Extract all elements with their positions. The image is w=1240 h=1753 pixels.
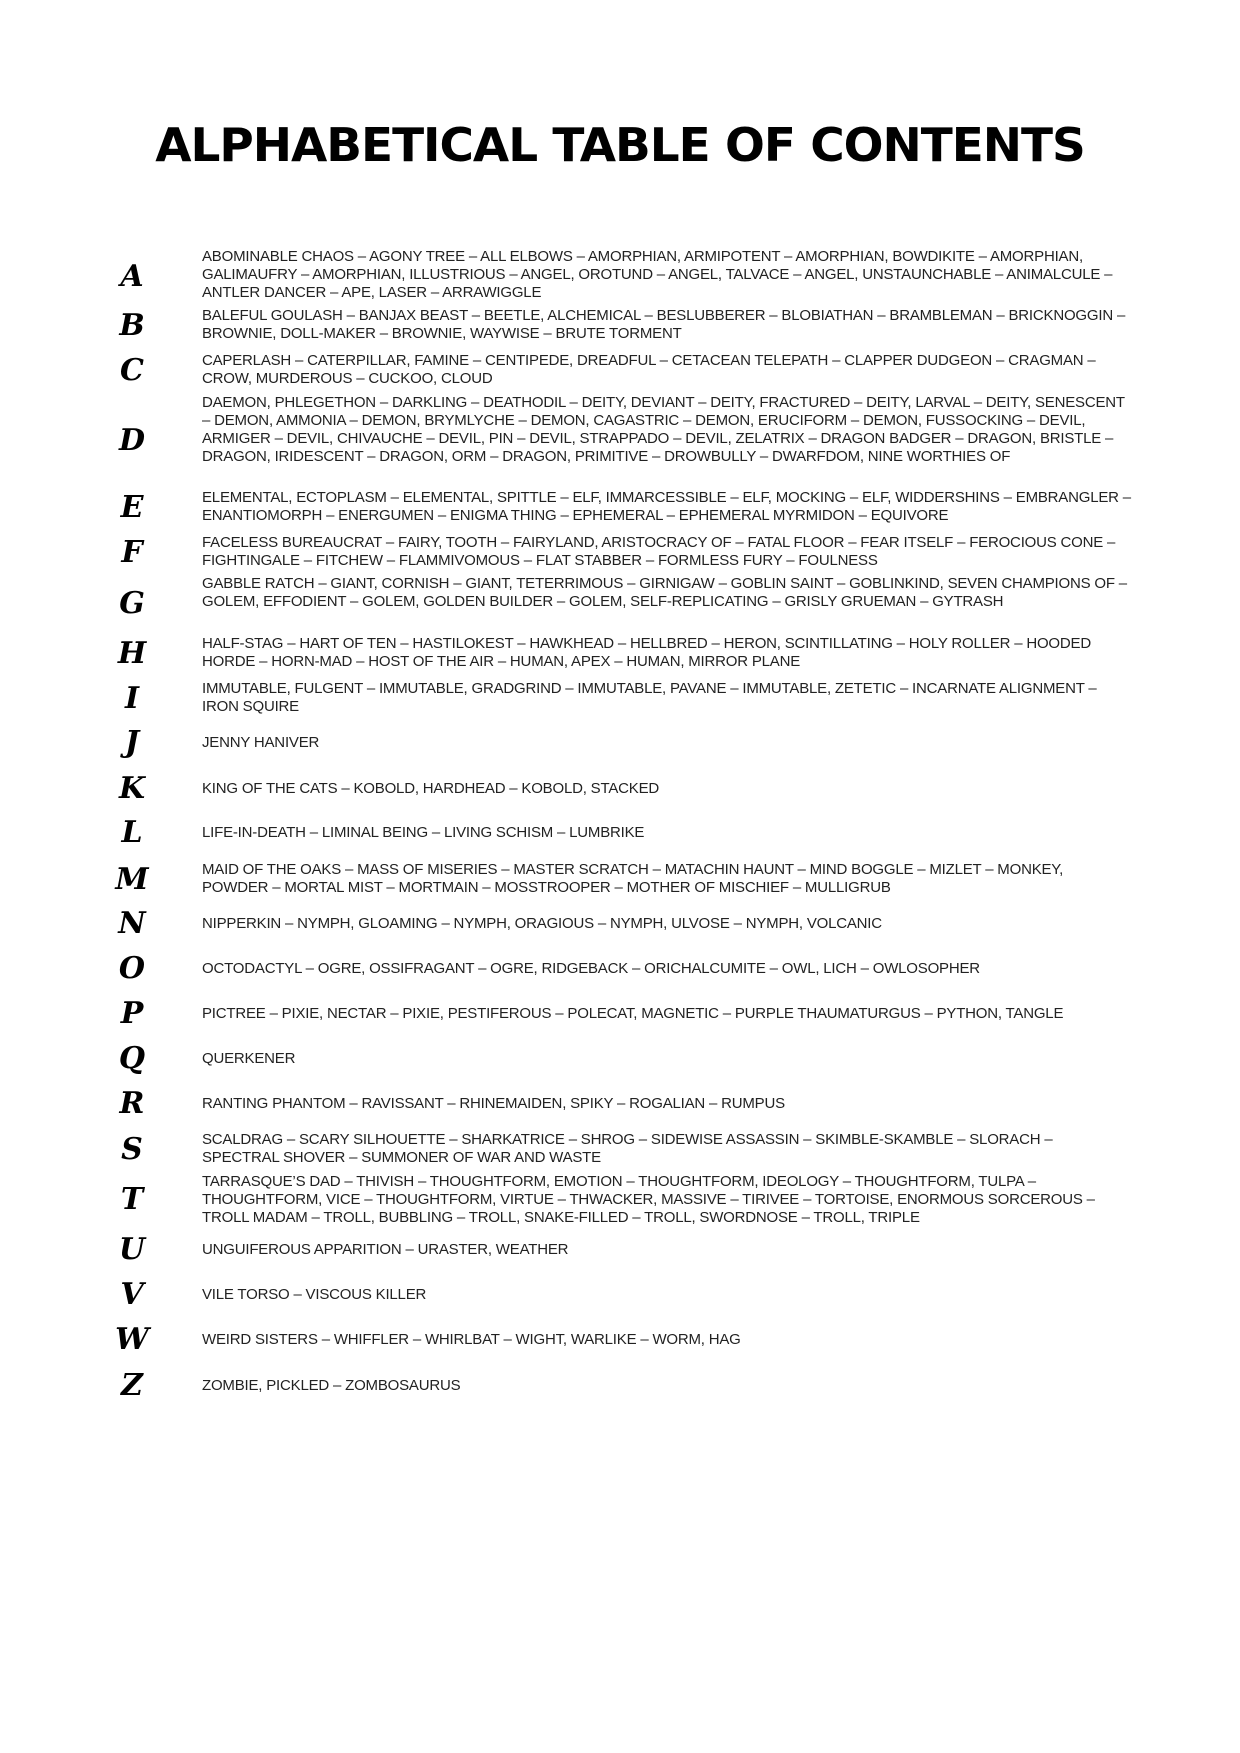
entry-list: NIPPERKIN – NYMPH, GLOAMING – NYMPH, ORAGIOUS – NYMPH, ULVOSE – NYMPH, VOLCANIC	[202, 915, 882, 932]
entry-list: TARRASQUE’S DAD – THIVISH – THOUGHTFORM, EMOTION – THOUGHTFORM, IDEOLOGY – THOUGHTFORM, TULPA – THOUGHTFORM, VICE – THOUGHTFORM, VIRTUE – THWACKER, MASSIVE – TIRIVEE – TORTOISE, ENORMOUS SORCEROUS – TROLL MADAM – TROLL, BUBBLING – TROLL, SNAKE-FILLED – TROLL, SWORDNOSE – TROLL, TRIPLE	[202, 1173, 1095, 1226]
section-letter: J	[124, 725, 140, 760]
section-letter: W	[115, 1322, 149, 1357]
entry-list: SCALDRAG – SCARY SILHOUETTE – SHARKATRICE – SHROG – SIDEWISE ASSASSIN – SKIMBLE-SKAMBLE – SLORACH – SPECTRAL SHOVER – SUMMONER OF WAR AND WASTE	[202, 1131, 1053, 1166]
entry-list: ELEMENTAL, ECTOPLASM – ELEMENTAL, SPITTLE – ELF, IMMARCESSIBLE – ELF, MOCKING – ELF, WIDDERSHINS – EMBRANGLER – ENANTIOMORPH – ENERGUMEN – ENIGMA THING – EPHEMERAL – EPHEMERAL MYRMIDON – EQUIVORE	[202, 489, 1131, 524]
entry-list: JENNY HANIVER	[202, 734, 320, 751]
section-letter: L	[121, 815, 143, 850]
section-letter: P	[120, 996, 144, 1031]
entry-list: MAID OF THE OAKS – MASS OF MISERIES – MASTER SCRATCH – MATACHIN HAUNT – MIND BOGGLE – MIZLET – MONKEY, POWDER – MORTAL MIST – MORTMAIN – MOSSTROOPER – MOTHER OF MISCHIEF – MULLIGRUB	[202, 861, 1064, 896]
section-letter: B	[119, 308, 145, 343]
section-letter: R	[119, 1086, 145, 1121]
section-letter: N	[118, 906, 146, 941]
entry-list: QUERKENER	[202, 1050, 296, 1067]
section-letter: D	[118, 423, 145, 458]
section-letter: O	[118, 951, 146, 986]
section-letter: V	[120, 1277, 144, 1312]
entry-list: ZOMBIE, PICKLED – ZOMBOSAURUS	[202, 1377, 461, 1394]
section-letter: F	[121, 535, 143, 570]
section-letter: M	[115, 862, 149, 897]
page-title: ALPHABETICAL TABLE OF CONTENTS	[155, 118, 1085, 172]
section-letter: U	[118, 1232, 146, 1267]
entry-list: VILE TORSO – VISCOUS KILLER	[202, 1286, 427, 1303]
section-letter: E	[120, 490, 144, 525]
entry-list: RANTING PHANTOM – RAVISSANT – RHINEMAIDEN, SPIKY – ROGALIAN – RUMPUS	[202, 1095, 785, 1112]
entry-list: CAPERLASH – CATERPILLAR, FAMINE – CENTIPEDE, DREADFUL – CETACEAN TELEPATH – CLAPPER DUDGEON – CRAGMAN – CROW, MURDEROUS – CUCKOO, CLOUD	[202, 352, 1096, 387]
entry-list: LIFE-IN-DEATH – LIMINAL BEING – LIVING SCHISM – LUMBRIKE	[202, 824, 645, 841]
section-letter: A	[120, 259, 144, 294]
section-letter: S	[121, 1132, 143, 1167]
section-letter: K	[118, 771, 146, 806]
entry-list: UNGUIFEROUS APPARITION – URASTER, WEATHER	[202, 1241, 569, 1258]
entry-list: IMMUTABLE, FULGENT – IMMUTABLE, GRADGRIND – IMMUTABLE, PAVANE – IMMUTABLE, ZETETIC – INCARNATE ALIGNMENT – IRON SQUIRE	[202, 680, 1097, 715]
entry-list: OCTODACTYL – OGRE, OSSIFRAGANT – OGRE, RIDGEBACK – ORICHALCUMITE – OWL, LICH – OWLOSOPHER	[202, 960, 980, 977]
entry-list: FACELESS BUREAUCRAT – FAIRY, TOOTH – FAIRYLAND, ARISTOCRACY OF – FATAL FLOOR – FEAR ITSELF – FEROCIOUS CONE – FIGHTINGALE – FITCHEW – FLAMMIVOMOUS – FLAT STABBER – FORMLESS FURY – FOULNESS	[202, 534, 1116, 569]
section-letter: I	[124, 681, 140, 716]
section-letter: T	[120, 1182, 144, 1217]
entry-list: PICTREE – PIXIE, NECTAR – PIXIE, PESTIFEROUS – POLECAT, MAGNETIC – PURPLE THAUMATURGUS – PYTHON, TANGLE	[202, 1005, 1064, 1022]
entry-list: BALEFUL GOULASH – BANJAX BEAST – BEETLE, ALCHEMICAL – BESLUBBERER – BLOBIATHAN – BRAMBLEMAN – BRICKNOGGIN – BROWNIE, DOLL-MAKER – BROWNIE, WAYWISE – BRUTE TORMENT	[202, 307, 1126, 342]
section-letter: H	[117, 636, 147, 671]
section-letter: C	[120, 353, 144, 388]
entry-list: ABOMINABLE CHAOS – AGONY TREE – ALL ELBOWS – AMORPHIAN, ARMIPOTENT – AMORPHIAN, BOWDIKITE – AMORPHIAN, GALIMAUFRY – AMORPHIAN, ILLUSTRIOUS – ANGEL, OROTUND – ANGEL, TALVACE – ANGEL, UNSTAUNCHABLE – ANIMALCULE – ANTLER DANCER – APE, LASER – ARRAWIGGLE	[202, 248, 1113, 301]
entry-list: DAEMON, PHLEGETHON – DARKLING – DEATHODIL – DEITY, DEVIANT – DEITY, FRACTURED – DEITY, LARVAL – DEITY, SENESCENT – DEMON, AMMONIA – DEMON, BRYMLYCHE – DEMON, CAGASTRIC – DEMON, ERUCIFORM – DEMON, FUSSOCKING – DEVIL, ARMIGER – DEVIL, CHIVAUCHE – DEVIL, PIN – DEVIL, STRAPPADO – DEVIL, ZELATRIX – DRAGON BADGER – DRAGON, BRISTLE – DRAGON, IRIDESCENT – DRAGON, ORM – DRAGON, PRIMITIVE – DROWBULLY – DWARFDOM, NINE WORTHIES OF	[202, 394, 1125, 465]
entry-list: KING OF THE CATS – KOBOLD, HARDHEAD – KOBOLD, STACKED	[202, 780, 660, 797]
entry-list: WEIRD SISTERS – WHIFFLER – WHIRLBAT – WIGHT, WARLIKE – WORM, HAG	[202, 1331, 741, 1348]
section-letter: G	[119, 586, 145, 621]
entry-list: HALF-STAG – HART OF TEN – HASTILOKEST – HAWKHEAD – HELLBRED – HERON, SCINTILLATING – HOLY ROLLER – HOODED HORDE – HORN-MAD – HOST OF THE AIR – HUMAN, APEX – HUMAN, MIRROR PLANE	[202, 635, 1091, 670]
entry-list: GABBLE RATCH – GIANT, CORNISH – GIANT, TETERRIMOUS – GIRNIGAW – GOBLIN SAINT – GOBLINKIND, SEVEN CHAMPIONS OF – GOLEM, EFFODIENT – GOLEM, GOLDEN BUILDER – GOLEM, SELF-REPLICATING – GRISLY GRUEMAN – GYTRASH	[202, 575, 1127, 610]
section-letter: Q	[118, 1041, 146, 1076]
section-letter: Z	[121, 1368, 143, 1403]
